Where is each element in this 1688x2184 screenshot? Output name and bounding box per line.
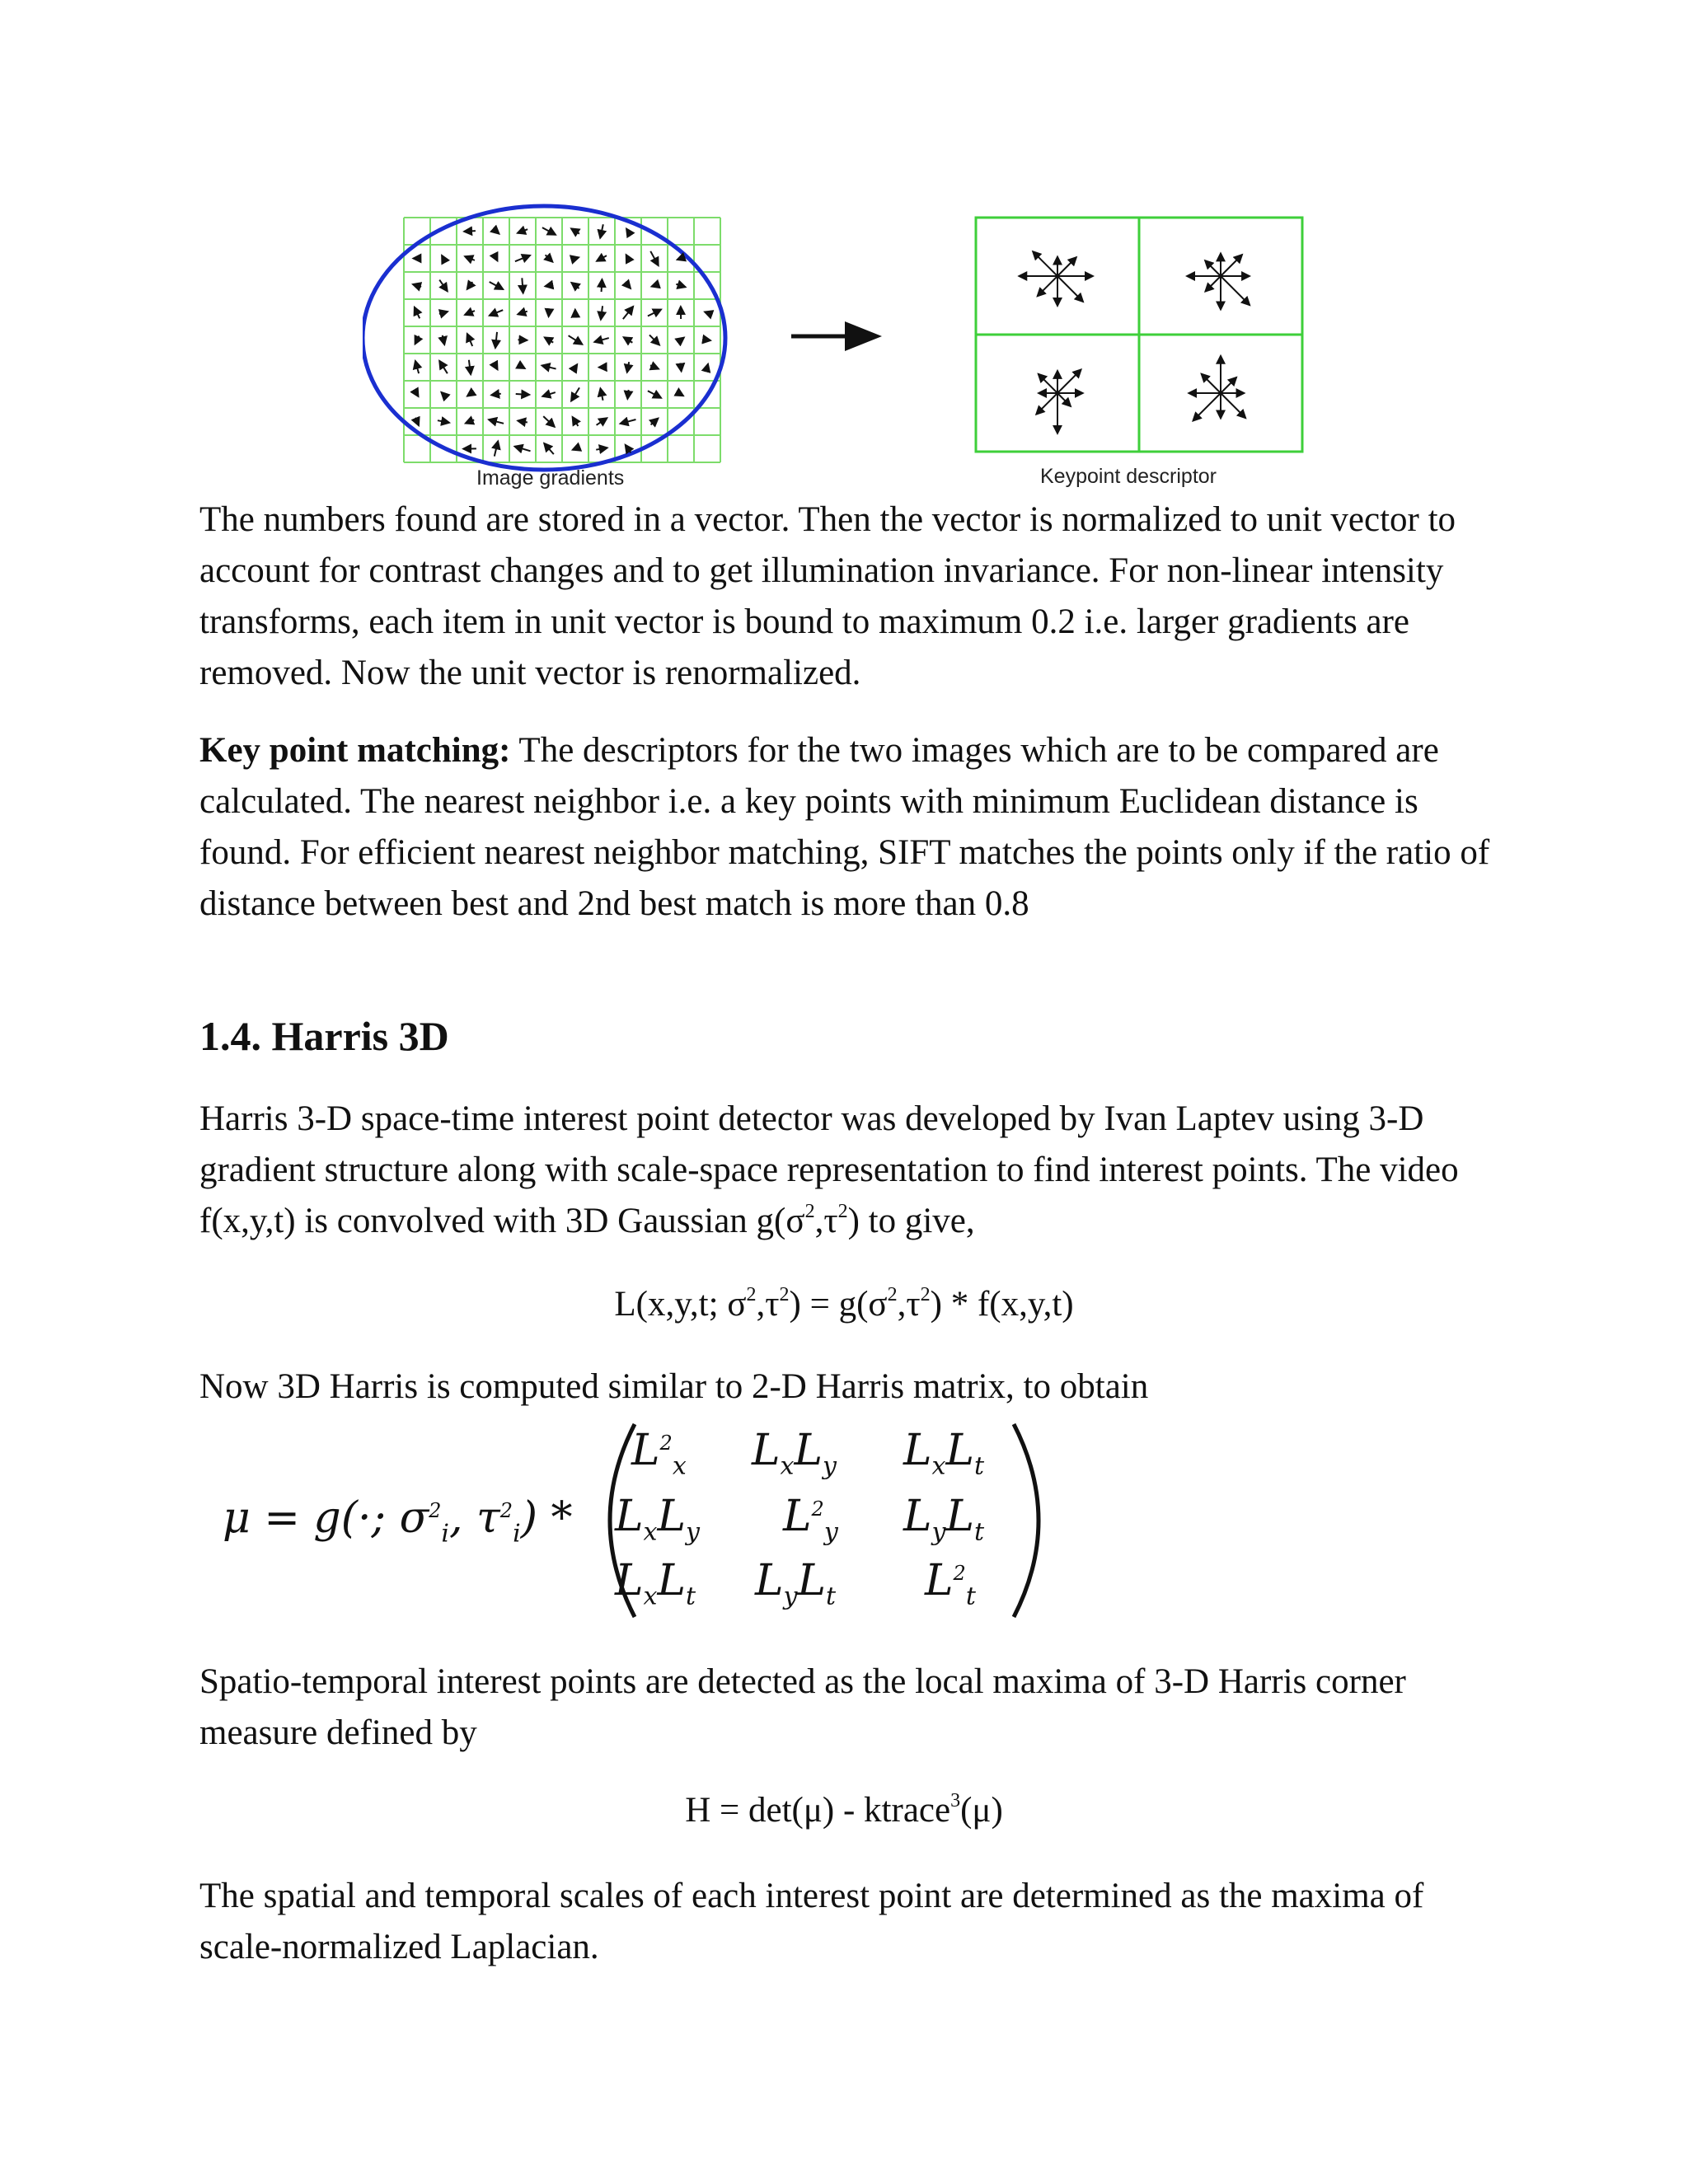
cell-1-1: $L^2_y$	[783, 1492, 838, 1547]
paragraph-interest-points: Spatio-temporal interest points are detected as the local maxima of 3-D Harris corner measure defined by	[199, 1662, 1406, 1752]
paragraph-scales: The spatial and temporal scales of each interest point are determined as the maxima of scale-normalized Laplacian.	[199, 1877, 1424, 1966]
eq1-e: ) * f(x,y,t)	[930, 1285, 1074, 1324]
right-paren	[997, 1418, 1071, 1624]
lhs-sub1: i	[441, 1519, 449, 1549]
cell-1-1-L: L	[783, 1492, 812, 1541]
sup-tau: 2	[837, 1201, 848, 1222]
cell-0-1: $L_xL_y$	[752, 1426, 837, 1481]
keypoint-matching-text: The descriptors for the two images which are to be compared are calculated. The nearest neighbor i.e. a key points with minimum Euclidean distance is found. For efficient nearest neighbor matching, SIFT matches the points only if the ratio of distance between best and 2nd best match is more than 0.8	[199, 731, 1490, 923]
equation-harris-measure	[0, 1790, 1688, 1830]
eq1-sup4: 2	[920, 1284, 931, 1305]
paragraph-harris-matrix: Now 3D Harris is computed similar to 2-D Harris matrix, to obtain	[199, 1367, 1149, 1406]
gradient-grid-icon	[363, 206, 725, 470]
descriptor-histogram-icon	[976, 218, 1302, 452]
eq1-sup3: 2	[887, 1284, 898, 1305]
cell-2-1-L: L	[755, 1556, 784, 1605]
matrix-lhs	[223, 1493, 573, 1548]
cell-1-2: $L_yL_t$	[903, 1492, 985, 1547]
eq1-d: ,τ	[897, 1285, 921, 1324]
lhs-a: μ = g(·; σ	[223, 1493, 429, 1543]
cell-0-0-sup: 2	[659, 1432, 673, 1455]
cell-2-2: $L^2_t$	[925, 1556, 976, 1611]
harris-intro-text: Harris 3-D space-time interest point detector was developed by Ivan Laptev using 3-D gradient structure along with scale-space representation to find interest points. The video f(x,y,t) is convolved with 3D Gaussian g(σ	[199, 1099, 1459, 1240]
harris-intro-tau: ,τ	[814, 1202, 838, 1240]
cell-0-2: $L_xL_t$	[903, 1426, 985, 1481]
cell-2-0-L: L	[615, 1556, 644, 1605]
cell-1-2-L: L	[903, 1492, 932, 1541]
eq2-a: H = det(μ) - ktrace	[685, 1791, 951, 1830]
figure-caption-left: Image gradients	[476, 466, 625, 490]
sift-figure	[363, 198, 1352, 503]
cell-0-0-L: L	[631, 1426, 660, 1475]
lhs-c: ) *	[520, 1493, 573, 1543]
paragraph-harris-intro	[199, 1094, 1502, 1247]
lhs-sub2: i	[513, 1519, 521, 1549]
eq1-a: L(x,y,t; σ	[614, 1285, 747, 1324]
arrow-right-icon	[791, 321, 882, 351]
paragraph-keypoint-matching	[199, 725, 1502, 930]
cell-2-0: $L_xL_t$	[615, 1556, 696, 1611]
eq2-b: (μ)	[960, 1791, 1003, 1830]
cell-0-2-L: L	[903, 1426, 932, 1475]
eq1-c: ) = g(σ	[789, 1285, 888, 1324]
lhs-b: , τ	[448, 1493, 500, 1543]
paragraph-vector-normalization: The numbers found are stored in a vector. Then the vector is normalized to unit vector to account for contrast changes and to get illumination invariance. For non-linear intensity transforms, each item in unit vector is bound to maximum 0.2 i.e. larger gradients are removed. Now the unit vector is renormalized.	[199, 500, 1456, 692]
eq2-sup: 3	[950, 1790, 961, 1811]
cell-2-2-L: L	[925, 1556, 954, 1605]
figure-caption-right: Keypoint descriptor	[1040, 465, 1217, 488]
harris-intro-end: ) to give,	[847, 1202, 975, 1240]
eq1-b: ,τ	[756, 1285, 780, 1324]
cell-1-0: $L_xL_y$	[615, 1492, 700, 1547]
eq1-sup2: 2	[779, 1284, 790, 1305]
sup-sigma: 2	[804, 1201, 815, 1222]
equation-convolution	[0, 1284, 1688, 1324]
sift-figure-drawing	[363, 198, 1352, 503]
cell-2-2-sup: 2	[953, 1562, 966, 1585]
cell-0-0: $L^2_x$	[631, 1426, 687, 1481]
section-heading: 1.4. Harris 3D	[199, 1013, 449, 1059]
cell-1-0-L: L	[615, 1492, 644, 1541]
cell-2-1: $L_yL_t$	[755, 1556, 837, 1611]
cell-1-1-sup: 2	[811, 1497, 824, 1521]
lhs-sup2: 2	[499, 1499, 513, 1522]
harris-matrix-equation	[206, 1418, 1080, 1624]
cell-0-1-L: L	[752, 1426, 781, 1475]
keypoint-matching-label: Key point matching:	[199, 731, 511, 770]
lhs-sup1: 2	[429, 1499, 442, 1522]
eq1-sup1: 2	[746, 1284, 757, 1305]
